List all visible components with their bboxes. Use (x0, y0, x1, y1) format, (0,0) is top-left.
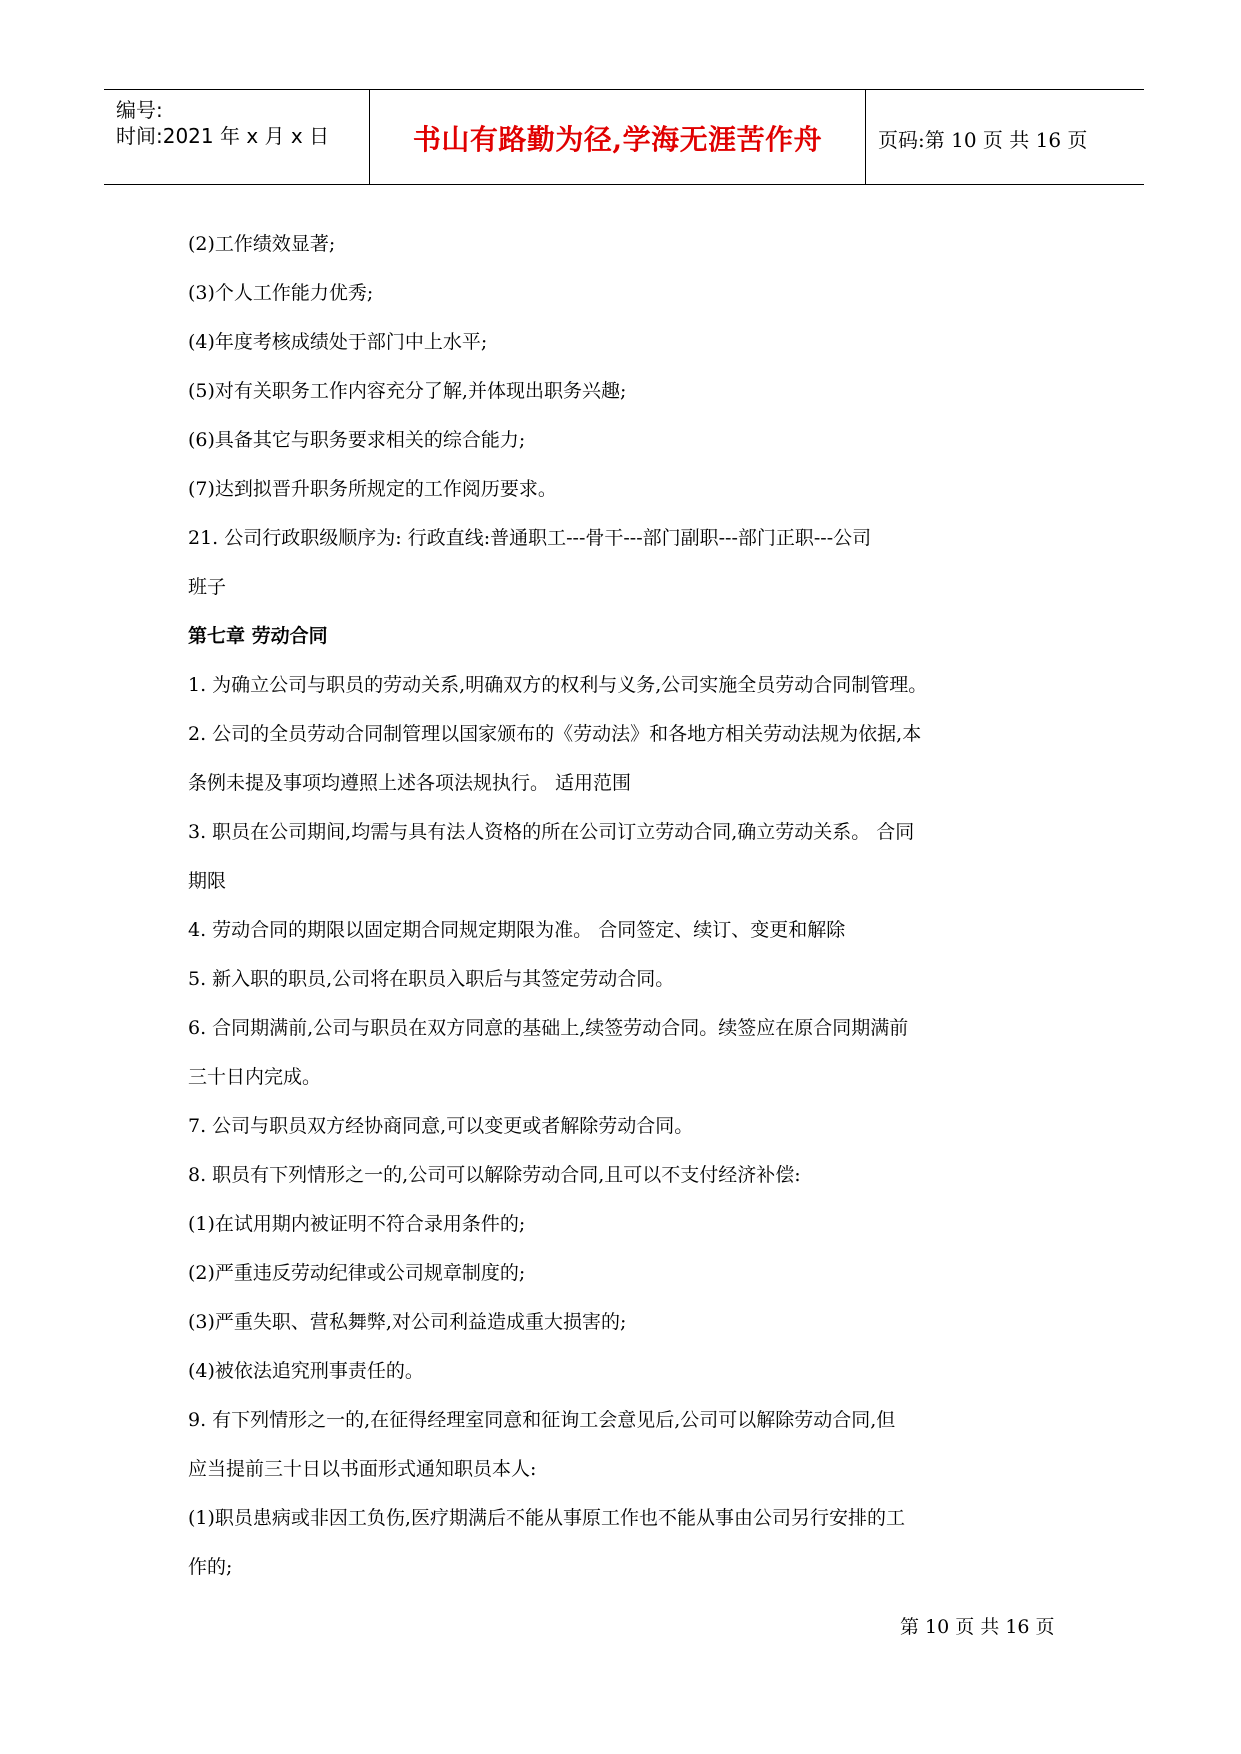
body-line: 9. 有下列情形之一的,在征得经理室同意和征询工会意见后,公司可以解除劳动合同,但 (188, 1409, 896, 1431)
serial-number-label: 编号: (116, 98, 163, 122)
body-line: (5)对有关职务工作内容充分了解,并体现出职务兴趣; (188, 380, 627, 402)
body-line: (4)被依法追究刑事责任的。 (188, 1360, 424, 1382)
body-line: (2)工作绩效显著; (188, 233, 336, 255)
header-page-cell (866, 90, 1144, 184)
body-line: 2. 公司的全员劳动合同制管理以国家颁布的《劳动法》和各地方相关劳动法规为依据,本 (188, 723, 922, 745)
body-line: 作的; (188, 1556, 233, 1578)
page-footer-number: 第 10 页 共 16 页 (900, 1616, 1055, 1638)
body-line: 应当提前三十日以书面形式通知职员本人: (188, 1458, 537, 1480)
body-line: 7. 公司与职员双方经协商同意,可以变更或者解除劳动合同。 (188, 1115, 694, 1137)
body-line: 8. 职员有下列情形之一的,公司可以解除劳动合同,且可以不支付经济补偿: (188, 1164, 801, 1186)
body-line: 6. 合同期满前,公司与职员在双方同意的基础上,续签劳动合同。续签应在原合同期满前 (188, 1017, 909, 1039)
page-header (104, 89, 1144, 185)
body-line: (3)个人工作能力优秀; (188, 282, 374, 304)
body-line: (4)年度考核成绩处于部门中上水平; (188, 331, 488, 353)
body-line: (1)在试用期内被证明不符合录用条件的; (188, 1213, 526, 1235)
body-line: (6)具备其它与职务要求相关的综合能力; (188, 429, 526, 451)
body-line: (3)严重失职、营私舞弊,对公司利益造成重大损害的; (188, 1311, 627, 1333)
document-body (188, 220, 1063, 1592)
header-slogan-cell (369, 90, 866, 184)
header-slogan: 书山有路勤为径,学海无涯苦作舟 (412, 123, 823, 156)
chapter-heading: 第七章 劳动合同 (188, 625, 328, 647)
body-line: 条例未提及事项均遵照上述各项法规执行。 适用范围 (188, 772, 632, 794)
body-line: 3. 职员在公司期间,均需与具有法人资格的所在公司订立劳动合同,确立劳动关系。 合同 (188, 821, 915, 843)
body-line: (2)严重违反劳动纪律或公司规章制度的; (188, 1262, 526, 1284)
body-line: 班子 (188, 576, 227, 598)
time-label: 时间:2021 年 x 月 x 日 (116, 124, 330, 148)
header-info-cell (104, 90, 369, 184)
body-line: 1. 为确立公司与职员的劳动关系,明确双方的权利与义务,公司实施全员劳动合同制管理。 (188, 674, 928, 696)
body-line: 三十日内完成。 (188, 1066, 322, 1088)
body-line: 5. 新入职的职员,公司将在职员入职后与其签定劳动合同。 (188, 968, 675, 990)
body-line: (7)达到拟晋升职务所规定的工作阅历要求。 (188, 478, 557, 500)
body-line: 21. 公司行政职级顺序为: 行政直线:普通职工---骨干---部门副职---部门正职---公司 (188, 527, 872, 549)
body-line: 4. 劳动合同的期限以固定期合同规定期限为准。 合同签定、续订、变更和解除 (188, 919, 846, 941)
body-line: 期限 (188, 870, 227, 892)
body-line: (1)职员患病或非因工负伤,医疗期满后不能从事原工作也不能从事由公司另行安排的工 (188, 1507, 905, 1529)
header-page-number: 页码:第 10 页 共 16 页 (878, 128, 1088, 152)
